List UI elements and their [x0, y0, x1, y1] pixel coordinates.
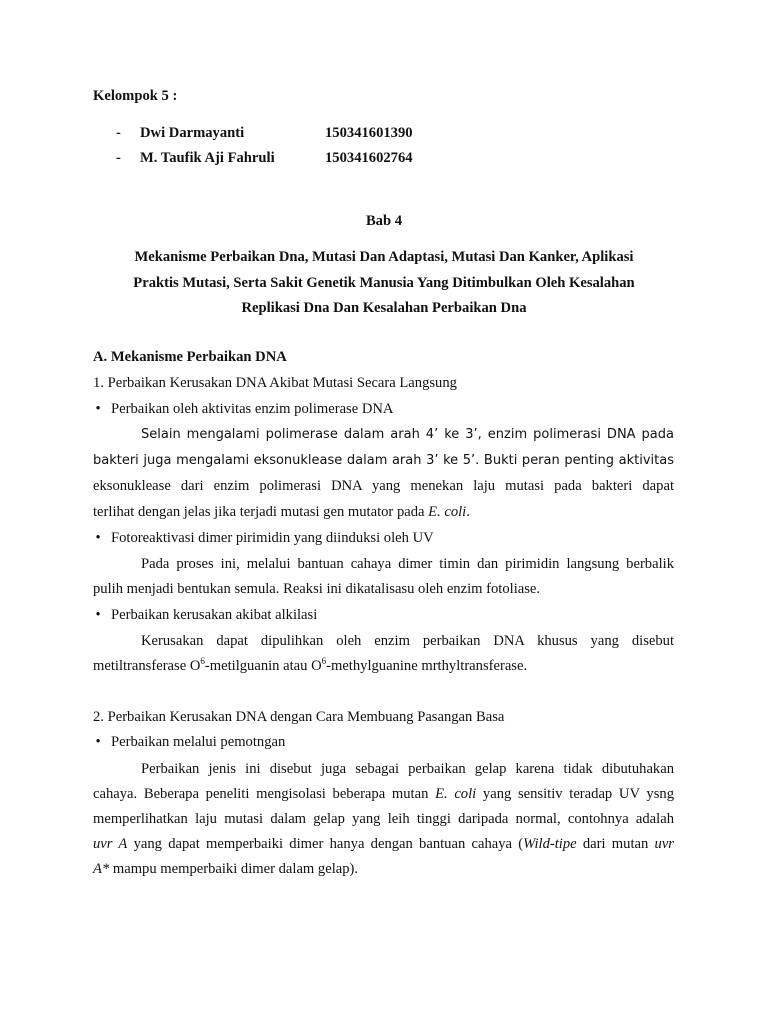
member-dash: - [116, 150, 121, 166]
paragraph-line: memperlihatkan laju mutasi dalam gelap yang leih tinggi daripada normal, contohnya adalah [93, 811, 674, 827]
paragraph-line: Selain mengalami polimerase dalam arah 4’ ke 3’, enzim polimerasi DNA pada [141, 427, 674, 442]
member-id: 150341601390 [325, 125, 413, 141]
text-run: yang dapat memperbaiki dimer hanya dengan bantuan cahaya ( [127, 836, 524, 852]
subsection-heading: 1. Perbaikan Kerusakan DNA Akibat Mutasi Secara Langsung [93, 375, 457, 391]
group-heading: Kelompok 5 : [93, 88, 178, 104]
chapter-title-line: Praktis Mutasi, Serta Sakit Genetik Manusia Yang Ditimbulkan Oleh Kesalahan [133, 275, 635, 291]
paragraph-line: Perbaikan jenis ini disebut juga sebagai perbaikan gelap karena tidak dibutuhakan [141, 761, 674, 777]
bullet-icon: • [95, 530, 101, 546]
member-id: 150341602764 [325, 150, 413, 166]
paragraph-line [93, 504, 470, 521]
bullet-icon: • [95, 401, 101, 417]
subsection-heading: 2. Perbaikan Kerusakan DNA dengan Cara Membuang Pasangan Basa [93, 709, 505, 725]
paragraph-line [93, 786, 674, 806]
chapter-title-line: Replikasi Dna Dan Kesalahan Perbaikan Dna [241, 300, 527, 316]
species-name: E. coli [435, 786, 477, 802]
text-run: yang sensitiv teradap UV ysng [476, 786, 674, 802]
text-run: terlihat dengan jelas jika terjadi mutasi gen mutator pada [93, 504, 429, 520]
text-run: -metilguanin atau O [204, 658, 322, 674]
paragraph-line: bakteri juga mengalami eksonuklease dalam arah 3’ ke 5’. Bukti peran penting aktivitas [93, 453, 674, 468]
member-dash: - [116, 125, 121, 141]
superscript: 6 [321, 656, 327, 666]
bullet-item: Perbaikan melalui pemotngan [111, 734, 286, 750]
paragraph-line [93, 836, 674, 856]
chapter-label: Bab 4 [365, 213, 403, 229]
bullet-icon: • [95, 734, 101, 750]
italic-term: Wild-tipe [523, 836, 577, 852]
species-name: E. coli [428, 504, 467, 520]
bullet-icon: • [95, 607, 101, 623]
section-heading: A. Mekanisme Perbaikan DNA [93, 349, 287, 365]
gene-name: uvr A [93, 836, 128, 852]
text-run: . [466, 504, 470, 520]
text-run: -methylguanine mrthyltransferase. [326, 658, 528, 674]
chapter-title-line: Mekanisme Perbaikan Dna, Mutasi Dan Adaptasi, Mutasi Dan Kanker, Aplikasi [134, 249, 634, 265]
paragraph-line: Pada proses ini, melalui bantuan cahaya dimer timin dan pirimidin langsung berbalik [141, 556, 674, 572]
text-run: cahaya. Beberapa peneliti mengisolasi beberapa mutan [93, 786, 436, 802]
paragraph-line [93, 658, 527, 675]
paragraph-line: Kerusakan dapat dipulihkan oleh enzim perbaikan DNA khusus yang disebut [141, 633, 674, 649]
bullet-item: Perbaikan oleh aktivitas enzim polimerase DNA [111, 401, 394, 417]
paragraph-line: pulih menjadi bentukan semula. Reaksi ini dikatalisasu oleh enzim fotoliase. [93, 581, 541, 597]
bullet-item: Perbaikan kerusakan akibat alkilasi [111, 607, 318, 623]
bullet-item: Fotoreaktivasi dimer pirimidin yang diinduksi oleh UV [111, 530, 434, 546]
paragraph-line [93, 861, 358, 878]
gene-name: uvr [654, 836, 674, 852]
paragraph-line: eksonuklease dari enzim polimerasi DNA yang menekan laju mutasi pada bakteri dapat [93, 478, 674, 494]
text-run: mampu memperbaiki dimer dalam gelap). [109, 861, 359, 877]
text-run: dari mutan [576, 836, 655, 852]
gene-name: A* [93, 861, 110, 877]
member-name: Dwi Darmayanti [140, 125, 245, 141]
member-name: M. Taufik Aji Fahruli [140, 150, 275, 166]
superscript: 6 [200, 656, 205, 666]
text-run: metiltransferase O [93, 658, 201, 674]
